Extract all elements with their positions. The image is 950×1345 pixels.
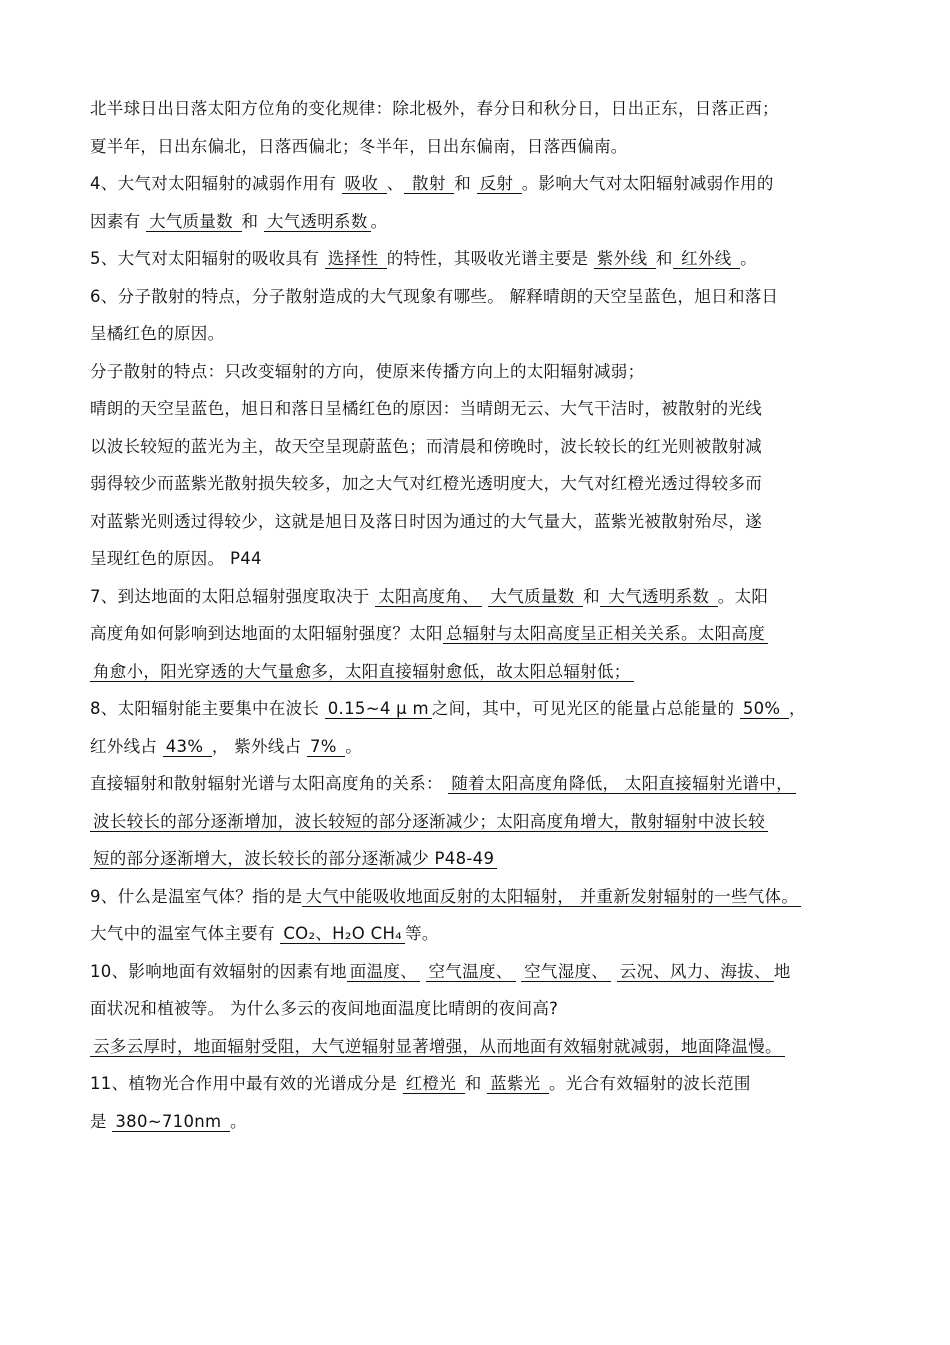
text-line xyxy=(90,209,865,247)
text-segment: 对蓝紫光则透过得较少，这就是旭日及落日时因为通过的大气量大，蓝紫光被散射殆尽，遂 xyxy=(90,511,762,531)
text-segment: 以波长较短的蓝光为主，故天空呈现蔚蓝色；而清晨和傍晚时，波长较长的红光则被散射减 xyxy=(90,436,762,456)
text-line xyxy=(90,546,865,584)
text-line xyxy=(90,584,865,622)
text-line xyxy=(90,284,865,322)
text-line xyxy=(90,96,865,134)
answer-underlined: 空气温度、 xyxy=(426,962,516,982)
answer-underlined: 云况、风力、海拔、 xyxy=(617,962,774,982)
text-segment: 北半球日出日落太阳方位角的变化规律：除北极外，春分日和秋分日，日出正东，日落正西； xyxy=(90,99,779,118)
text-line xyxy=(90,734,865,772)
answer-underlined: 大气中能吸收地面反射的太阳辐射， 并重新发射辐射的一些气体。 xyxy=(302,887,801,907)
text-segment: ， 紫外线占 xyxy=(211,736,307,756)
text-segment: 。 xyxy=(345,736,363,756)
text-line xyxy=(90,1034,865,1072)
answer-underlined: 随着太阳高度角降低， 太阳直接辐射光谱中， xyxy=(448,774,796,794)
text-line xyxy=(90,246,865,284)
text-segment: 面状况和植被等。 为什么多云的夜间地面温度比晴朗的夜间高? xyxy=(90,999,559,1018)
text-segment: 和 xyxy=(464,1074,488,1093)
text-segment xyxy=(611,962,617,981)
text-line xyxy=(90,884,865,922)
text-segment: 7、到达地面的太阳总辐射强度取决于 xyxy=(90,586,376,606)
text-segment: 。光合有效辐射的波长范围 xyxy=(549,1074,751,1093)
text-segment: 晴朗的天空呈蓝色，旭日和落日呈橘红色的原因：当晴朗无云、大气干洁时，被散射的光线 xyxy=(90,399,762,418)
text-segment: ， xyxy=(788,699,806,718)
text-line xyxy=(90,171,865,209)
text-line xyxy=(90,959,865,997)
answer-underlined: 大气质量数 xyxy=(488,587,584,607)
answer-underlined: 43% xyxy=(163,737,212,757)
answer-underlined: 380~710nm xyxy=(112,1112,230,1132)
text-segment: 。影响大气对太阳辐射减弱作用的 xyxy=(521,174,774,193)
text-segment: 高度角如何影响到达地面的太阳辐射强度？太阳 xyxy=(90,624,443,643)
text-segment: 、 xyxy=(386,174,404,193)
text-line xyxy=(90,809,865,847)
text-line xyxy=(90,621,865,659)
text-segment xyxy=(420,962,426,981)
text-segment: 4、大气对太阳辐射的减弱作用有 xyxy=(90,174,342,193)
text-segment: 弱得较少而蓝紫光散射损失较多，加之大气对红橙光透明度大，大气对红橙光透过得较多而 xyxy=(90,474,762,493)
text-segment: 。 xyxy=(740,249,757,268)
answer-underlined: 大气质量数 xyxy=(146,212,242,232)
text-segment: 分子散射的特点：只改变辐射的方向，使原来传播方向上的太阳辐射减弱； xyxy=(90,361,645,381)
text-line xyxy=(90,846,865,884)
text-line xyxy=(90,921,865,959)
text-segment: 9、什么是温室气体？指的是 xyxy=(90,886,303,906)
text-line xyxy=(90,396,865,434)
answer-underlined: 紫外线 xyxy=(594,249,656,269)
text-line xyxy=(90,1071,865,1109)
text-segment: 直接辐射和散射辐射光谱与太阳高度角的关系： xyxy=(90,774,449,793)
answer-underlined: 云多云厚时，地面辐射受阻，大气逆辐射显著增强，从而地面有效辐射就减弱，地面降温慢。 xyxy=(90,1037,785,1057)
text-segment: 和 xyxy=(454,174,477,193)
text-segment: 5、大气对太阳辐射的吸收具有 xyxy=(90,249,325,268)
text-segment: 。太阳 xyxy=(717,586,769,606)
text-segment: 之间，其中，可见光区的能量占总能量的 xyxy=(431,699,740,718)
answer-underlined: 空气湿度、 xyxy=(521,962,611,982)
text-segment: 的特性，其吸收光谱主要是 xyxy=(386,249,594,268)
answer-underlined: 散射 xyxy=(404,174,455,194)
text-segment: 8、太阳辐射能主要集中在波长 xyxy=(90,699,325,718)
answer-underlined: 50% xyxy=(740,699,789,719)
answer-underlined: 0.15~4 μ m xyxy=(325,699,432,719)
answer-underlined: 短的部分逐渐增大，波长较长的部分逐渐减少 P48-49 xyxy=(90,849,497,869)
text-segment: 11、植物光合作用中最有效的光谱成分是 xyxy=(90,1074,403,1093)
text-segment: 等。 xyxy=(405,924,439,943)
text-line xyxy=(90,696,865,734)
text-line xyxy=(90,134,865,172)
text-segment: 6、分子散射的特点，分子散射造成的大气现象有哪些。 解释晴朗的天空呈蓝色，旭日和落日 xyxy=(90,286,779,306)
answer-underlined: 7% xyxy=(307,737,345,757)
answer-underlined: 总辐射与太阳高度呈正相关关系。太阳高度 xyxy=(443,624,768,644)
text-segment: 。 xyxy=(229,1111,247,1131)
text-line xyxy=(90,996,865,1034)
answer-underlined: CO₂、H₂O CH₄ xyxy=(280,924,405,944)
text-segment: 和 xyxy=(583,586,600,606)
text-line xyxy=(90,434,865,472)
text-segment: 和 xyxy=(655,249,673,268)
text-segment: 因素有 xyxy=(90,211,146,231)
text-segment: 夏半年，日出东偏北，日落西偏北；冬半年，日出东偏南，日落西偏南。 xyxy=(90,136,628,156)
text-segment: 和 xyxy=(241,211,264,231)
answer-underlined: 蓝紫光 xyxy=(487,1074,549,1094)
text-segment: 10、影响地面有效辐射的因素有地 xyxy=(90,961,347,981)
answer-underlined: 选择性 xyxy=(325,249,387,269)
text-line xyxy=(90,509,865,547)
answer-underlined: 波长较长的部分逐渐增加，波长较短的部分逐渐减少；太阳高度角增大，散射辐射中波长较 xyxy=(90,812,768,832)
text-segment: 呈橘红色的原因。 xyxy=(90,324,225,343)
text-segment: 是 xyxy=(90,1111,113,1131)
text-line xyxy=(90,471,865,509)
answer-underlined: 大气透明系数 xyxy=(600,587,718,607)
answer-underlined: 红橙光 xyxy=(403,1074,465,1094)
text-line xyxy=(90,359,865,397)
answer-underlined: 吸收 xyxy=(342,174,387,194)
text-line xyxy=(90,321,865,359)
text-line xyxy=(90,1109,865,1147)
answer-underlined: 大气透明系数 xyxy=(264,212,371,232)
text-segment: 。 xyxy=(370,211,388,231)
answer-underlined: 面温度、 xyxy=(347,962,420,982)
text-segment: 地 xyxy=(773,961,791,981)
answer-underlined: 反射 xyxy=(477,174,522,194)
document-page xyxy=(90,96,865,1146)
text-segment: 大气中的温室气体主要有 xyxy=(90,924,281,943)
text-line xyxy=(90,659,865,697)
answer-underlined: 角愈小，阳光穿透的大气量愈多，太阳直接辐射愈低，故太阳总辐射低； xyxy=(90,662,634,682)
answer-underlined: 红外线 xyxy=(673,249,741,269)
text-segment: 红外线占 xyxy=(90,736,163,756)
text-line xyxy=(90,771,865,809)
answer-underlined: 太阳高度角、 xyxy=(375,587,482,607)
text-segment xyxy=(482,587,488,606)
text-segment: 呈现红色的原因。 P44 xyxy=(90,549,262,568)
